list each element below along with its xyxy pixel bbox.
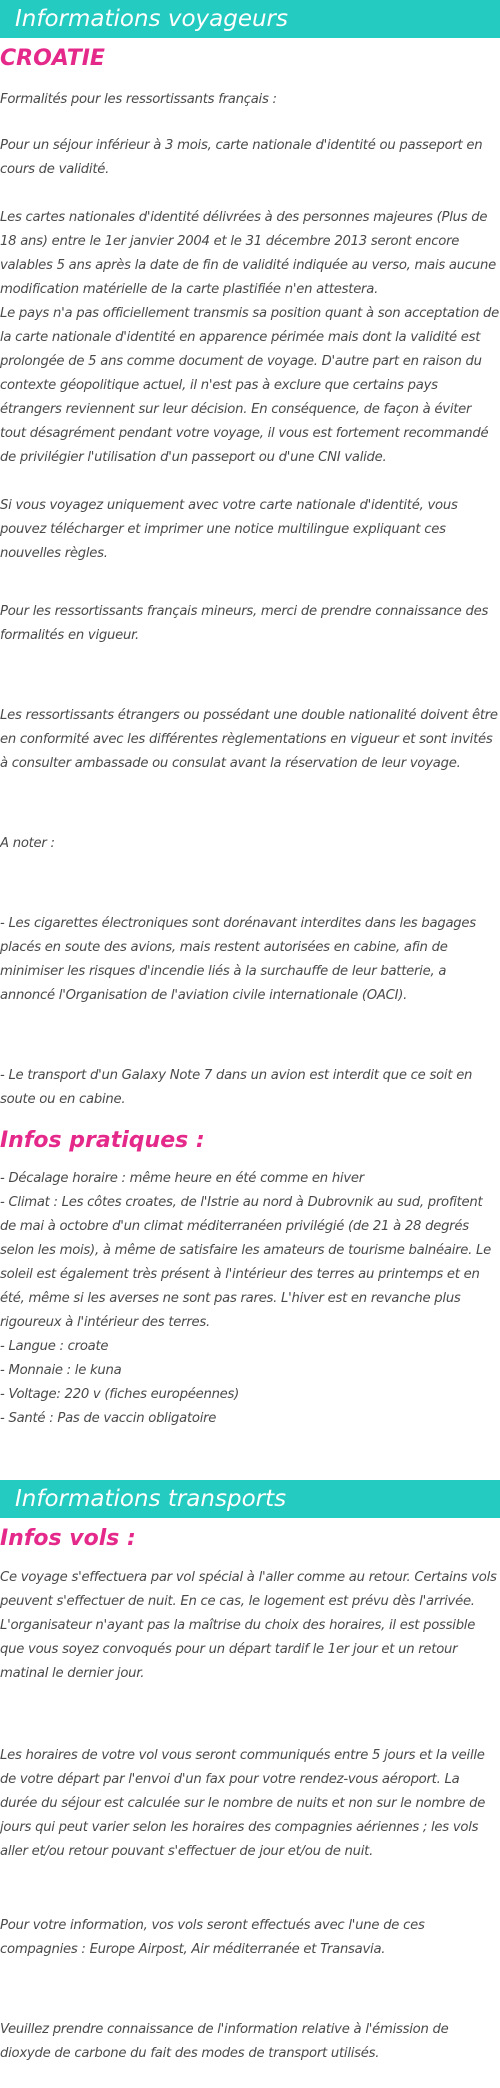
banner-informations-transports [0, 1480, 500, 1518]
formalites-intro: Formalités pour les ressortissants français : [0, 92, 277, 107]
infos-vols-heading: Infos vols : [0, 1526, 136, 1551]
compagnies-paragraph: Pour votre information, vos vols seront effectués avec l'une de ces compagnies : Europe Airpost, Air méditerranée et Transavia. [0, 1918, 425, 1957]
galaxy-paragraph: - Le transport d'un Galaxy Note 7 dans un avion est interdit que ce soit en soute ou en cabine. [0, 1068, 473, 1107]
infos-pratiques-heading: Infos pratiques : [0, 1128, 205, 1153]
vol-special-paragraph: Ce voyage s'effectuera par vol spécial à l'aller comme au retour. Certains vols peuvent s'effectuer de nuit. En ce cas, le logement est prévu dès l'arrivée. L'organisateur n'ayant pas la maîtrise du choix des horaires, il est possible que vous soyez convoqués pour un départ tardif le 1er jour et un retour matinal le dernier jour. [0, 1570, 497, 1681]
sante-item: - Santé : Pas de vaccin obligatoire [0, 1411, 217, 1426]
banner-title: Informations voyageurs [15, 6, 288, 32]
country-heading: CROATIE [0, 46, 105, 71]
langue-item: - Langue : croate [0, 1339, 109, 1354]
voltage-item: - Voltage: 220 v (fiches européennes) [0, 1387, 240, 1402]
sejour-paragraph: Pour un séjour inférieur à 3 mois, carte nationale d'identité ou passeport en cours de validité. [0, 138, 483, 177]
banner-title: Informations transports [15, 1486, 287, 1512]
banner-informations-voyageurs [0, 0, 500, 38]
monnaie-item: - Monnaie : le kuna [0, 1363, 122, 1378]
dioxyde-paragraph: Veuillez prendre connaissance de l'information relative à l'émission de dioxyde de carbone du fait des modes de transport utilisés. [0, 2022, 449, 2061]
mineurs-paragraph: Pour les ressortissants français mineurs, merci de prendre connaissance des formalités en vigueur. [0, 604, 489, 643]
notice-paragraph: Si vous voyagez uniquement avec votre carte nationale d'identité, vous pouvez télécharger et imprimer une notice multilingue expliquant ces nouvelles règles. [0, 498, 458, 561]
pays-paragraph: Le pays n'a pas officiellement transmis sa position quant à son acceptation de la carte nationale d'identité en apparence périmée mais dont la validité est prolongée de 5 ans comme document de voyage. D'autre part en raison du contexte géopolitique actuel, il n'est pas à exclure que certains pays étrangers reviennent sur leur décision. En conséquence, de façon à éviter tout désagrément pendant votre voyage, il vous est fortement recommandé de privilégier l'utilisation d'un passeport ou d'une CNI valide. [0, 306, 500, 465]
horaires-paragraph: Les horaires de votre vol vous seront communiqués entre 5 jours et la veille de votre départ par l'envoi d'un fax pour votre rendez-vous aéroport. La durée du séjour est calculée sur le nombre de nuits et non sur le nombre de jours qui peut varier selon les horaires des compagnies aériennes ; les vols aller et/ou retour pouvant s'effectuer de jour et/ou de nuit. [0, 1748, 486, 1859]
a-noter-label: A noter : [0, 836, 55, 851]
climat-item: - Climat : Les côtes croates, de l'Istrie au nord à Dubrovnik au sud, profitent de mai à octobre d'un climat méditerranéen privilégié (de 21 à 28 degrés selon les mois), à même de satisfaire les amateurs de tourisme balnéaire. Le soleil est également très présent à l'intérieur des terres au printemps et en été, même si les averses ne sont pas rares. L'hiver est en revanche plus rigoureux à l'intérieur des terres. [0, 1195, 491, 1330]
decalage-item: - Décalage horaire : même heure en été comme en hiver [0, 1171, 364, 1186]
cni-paragraph: Les cartes nationales d'identité délivrées à des personnes majeures (Plus de 18 ans) entre le 1er janvier 2004 et le 31 décembre 2013 seront encore valables 5 ans après la date de fin de validité indiquée au verso, mais aucune modification matérielle de la carte plastifiée n'en attestera. [0, 210, 496, 297]
infos-pratiques-list [0, 1167, 500, 1431]
etrangers-paragraph: Les ressortissants étrangers ou possédant une double nationalité doivent être en conformité avec les différentes règlementations en vigueur et sont invités à consulter ambassade ou consulat avant la réservation de leur voyage. [0, 708, 498, 771]
cigarettes-paragraph: - Les cigarettes électroniques sont dorénavant interdites dans les bagages placés en soute des avions, mais restent autorisées en cabine, afin de minimiser les risques d'incendie liés à la surchauffe de leur batterie, a annoncé l'Organisation de l'aviation civile internationale (OACI). [0, 916, 476, 1003]
